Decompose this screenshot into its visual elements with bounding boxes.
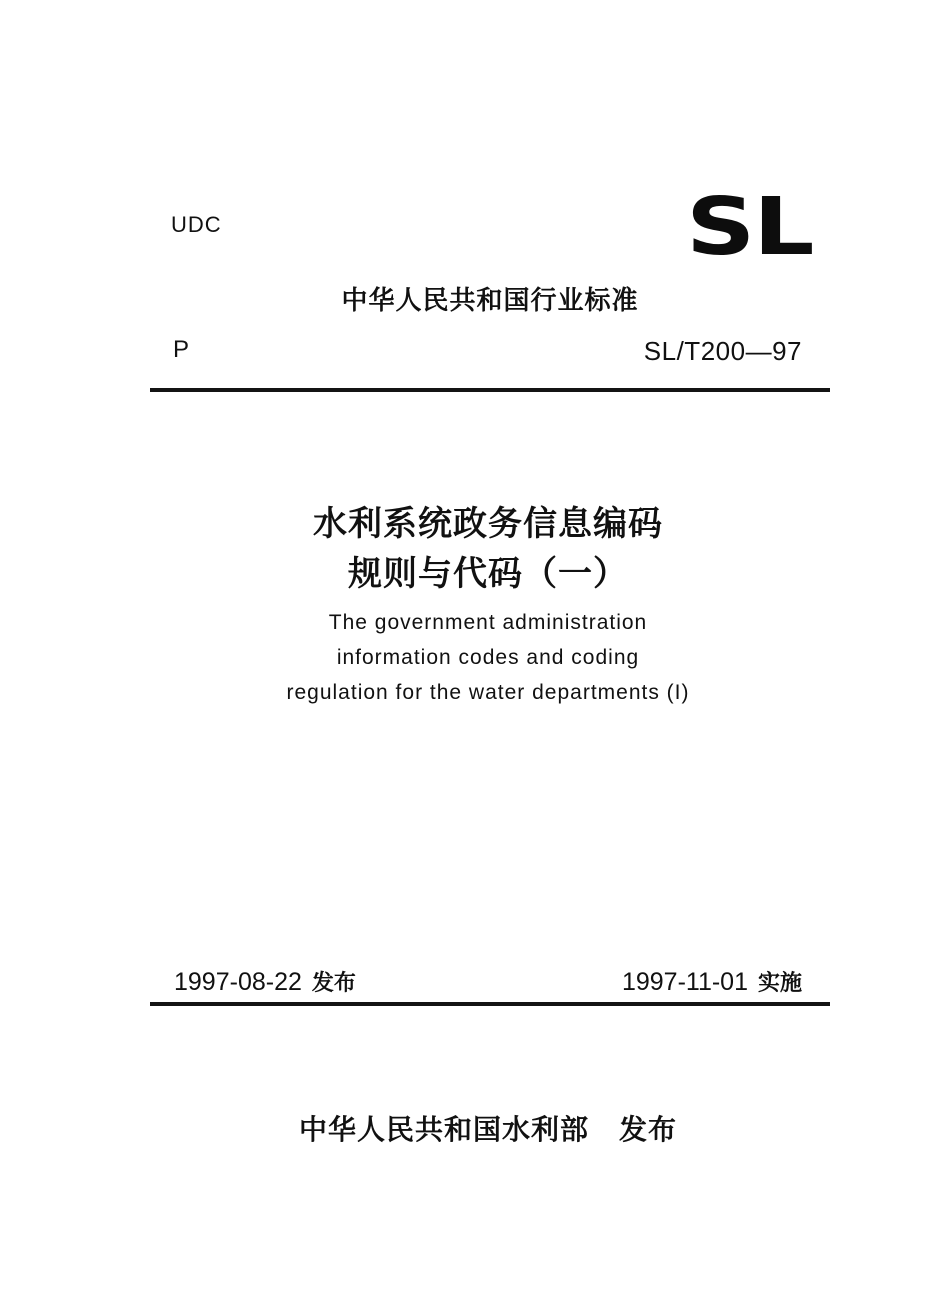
- standard-number: SL/T200—97: [643, 336, 802, 366]
- issue-date: [174, 966, 356, 997]
- implementation-date-value: 1997-11-01: [621, 968, 748, 996]
- title-english-line3: regulation for the water departments (I): [286, 681, 690, 704]
- sl-logo: SL: [686, 181, 813, 274]
- issue-date-value: 1997-08-22: [174, 968, 302, 996]
- issue-date-label: 发布: [311, 971, 356, 996]
- publisher-line: [0, 1108, 950, 1148]
- publisher-name: 中华人民共和国水利部: [298, 1113, 589, 1146]
- udc-label: UDC: [171, 212, 222, 237]
- bottom-divider: [150, 1002, 830, 1006]
- category-code: P: [173, 336, 190, 363]
- implementation-date-label: 实施: [757, 971, 802, 996]
- title-english-line2: information codes and coding: [336, 646, 640, 669]
- top-divider: [150, 388, 830, 392]
- publish-action: 发布: [619, 1113, 678, 1146]
- title-chinese-line1: 水利系统政务信息编码: [313, 504, 663, 544]
- title-english-line1: The government administration: [328, 611, 648, 634]
- industry-standard-heading: 中华人民共和国行业标准: [341, 286, 639, 316]
- title-chinese-line2: 规则与代码（一）: [348, 554, 628, 594]
- implementation-date: [622, 966, 802, 997]
